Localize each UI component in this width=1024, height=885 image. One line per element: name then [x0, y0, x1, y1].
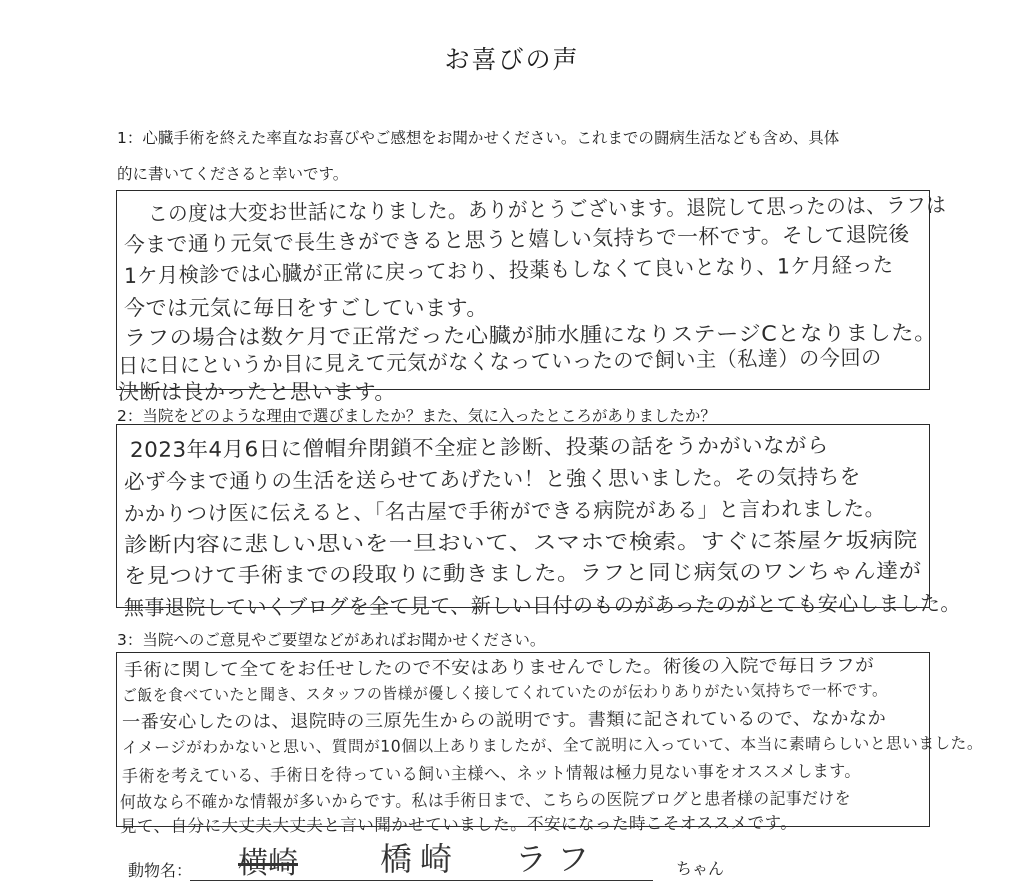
- question-3-line-1: 3：当院へのご意見やご要望などがあればお聞かせください。: [117, 631, 546, 649]
- answer-3-line-7: 見て、自分に大丈夫大丈夫と言い聞かせていました。不安になった時こそオススメです。: [119, 813, 798, 837]
- answer-2-line-2: 必ず今まで通りの生活を送らせてあげたい！と強く思いました。その気持ちを: [123, 464, 861, 494]
- answer-3-line-6: 何故なら不確かな情報が多いからです。私は手術日まで、こちらの医院ブログと患者様の記事だけを: [119, 788, 852, 813]
- answer-3-line-4: イメージがわかないと思い、質問が10個以上ありましたが、全て説明に入っていて、本当に素晴らしいと思いました。: [121, 733, 984, 757]
- answer-1-line-6: 日に日にというか目に見えて元気がなくなっていったので飼い主（私達）の今回の: [117, 345, 882, 378]
- answer-2-line-5: を見つけて手術までの段取りに動きました。ラフと同じ病気のワンちゃん達が: [123, 558, 922, 588]
- question-1-line-1: 1：心臓手術を終えた率直なお喜びやご感想をお聞かせください。これまでの闘病生活なども含め、具体: [117, 129, 840, 147]
- answer-1-line-2: 今まで通り元気で長生きができると思うと嬉しい気持ちで一杯です。そして退院後: [123, 221, 910, 257]
- pet-surname: 橋崎: [380, 840, 461, 878]
- answer-3-line-2: ご飯を食べていたと聞き、スタッフの皆様が優しく接してくれていたのが伝わりありがたい気持ちで一杯です。: [121, 680, 888, 705]
- page-title: お喜びの声: [444, 45, 580, 74]
- answer-2-line-6: 無事退院していくブログを全て見て、新しい日付のものがあったのがとても安心しました。: [123, 591, 961, 620]
- answer-1-line-1: この度は大変お世話になりました。ありがとうございます。退院して思ったのは、ラフは: [147, 193, 947, 226]
- name-underline: [190, 880, 653, 881]
- answer-2-line-3: かかりつけ医に伝えると、「名古屋で手術ができる病院がある」と言われました。: [123, 496, 886, 526]
- pet-name-label: 動物名：: [128, 861, 193, 880]
- answer-1-line-5: ラフの場合は数ケ月で正常だった心臓が肺水腫になりステージCとなりました。: [123, 320, 937, 350]
- question-1-line-2: 的に書いてくださると幸いです。: [117, 165, 349, 183]
- question-2-line-1: 2：当院をどのような理由で選びましたか？また、気に入ったところがありましたか？: [117, 407, 716, 425]
- answer-1-line-3: 1ケ月検診では心臓が正常に戻っており、投薬もしなくて良いとなり、1ケ月経った: [123, 252, 894, 288]
- pet-name: ラフ: [515, 840, 600, 878]
- answer-2-line-1: 2023年4月6日に僧帽弁閉鎖不全症と診断、投薬の話をうかがいながら: [129, 433, 829, 462]
- name-suffix: ちゃん: [676, 859, 725, 878]
- struck-out-name: 横崎: [238, 846, 298, 881]
- answer-3-line-1: 手術に関して全てをお任せしたので不安はありませんでした。術後の入院で毎日ラフが: [123, 654, 875, 681]
- answer-2-line-4: 診断内容に悲しい思いを一旦おいて、スマホで検索。すぐに茶屋ケ坂病院: [123, 528, 918, 557]
- answer-3-line-3: 一番安心したのは、退院時の三原先生からの説明です。書類に記されているので、なかなか: [121, 708, 887, 733]
- answer-1-line-7: 決断は良かったと思います。: [118, 380, 396, 404]
- answer-3-line-5: 手術を考えている、手術日を待っている飼い主様へ、ネット情報は極力見ない事をオススメします。: [121, 761, 861, 787]
- answer-1-line-4: 今では元気に毎日をすごしています。: [124, 296, 488, 320]
